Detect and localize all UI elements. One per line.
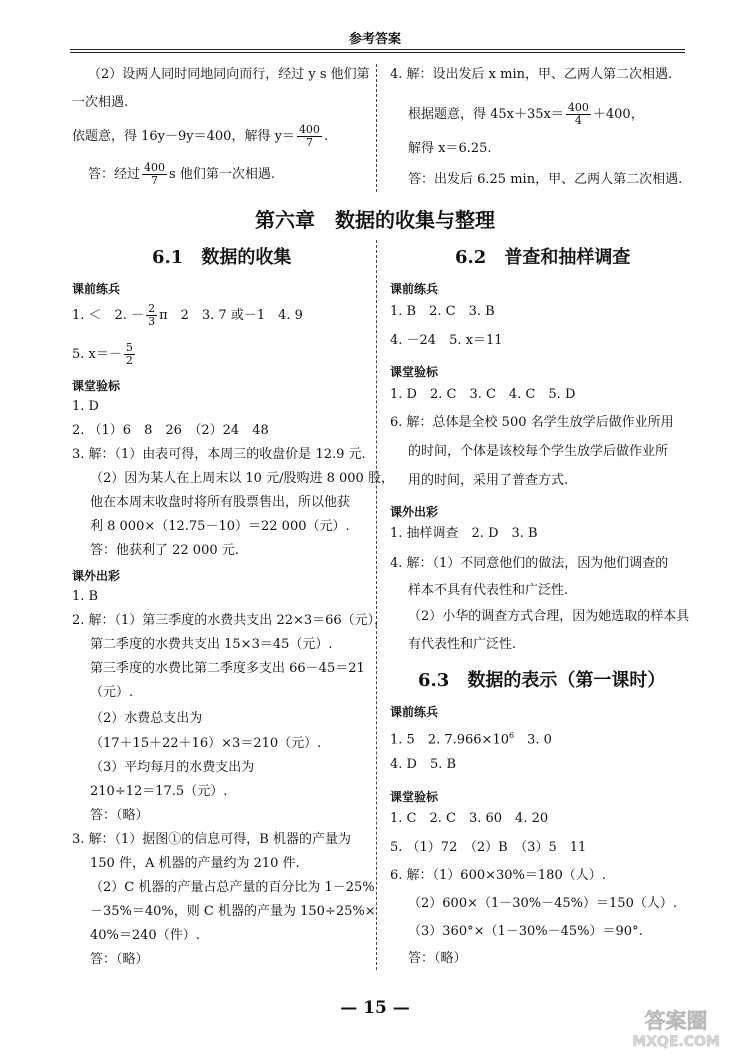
answer-line: （17＋15＋22＋16）×3＝210（元）. bbox=[90, 736, 322, 751]
answer-line: 1. C 2. C 3. 60 4. 20 bbox=[390, 811, 549, 826]
answer-line: 答：（略） bbox=[90, 808, 149, 823]
answer-line: （元）. bbox=[90, 685, 134, 700]
text-line: 4. 解：设出发后 x min，甲、乙两人第二次相遇. bbox=[390, 67, 673, 82]
subsection-label: 课外出彩 bbox=[390, 505, 439, 519]
answer-line: 1. D bbox=[72, 399, 99, 414]
svg-text:MXQE.COM: MXQE.COM bbox=[632, 1034, 720, 1050]
answer-line: 第二季度的水费共支出 15×3＝45（元）. bbox=[90, 637, 333, 652]
svg-text:答案圈: 答案圈 bbox=[644, 1009, 708, 1033]
section-title: 6.2 普查和抽样调查 bbox=[455, 247, 631, 268]
answer-line: （3）平均每月的水费支出为 bbox=[90, 760, 255, 775]
answer-line: 有代表性和广泛性. bbox=[408, 637, 517, 652]
answer-line: 1. B 2. C 3. B bbox=[390, 304, 495, 319]
answer-line: 他在本周末收盘时将所有股票售出，所以他获 bbox=[90, 495, 351, 510]
text-line: 一次相遇. bbox=[72, 95, 129, 110]
column-divider bbox=[376, 240, 377, 970]
answer-line: 答：经过 $\frac{400}{7}$ s 他们第一次相遇. bbox=[88, 161, 275, 187]
answer-line: （2）因为某人在上周末以 10 元/股购进 8 000 股， bbox=[90, 471, 394, 486]
text-line: （2）设两人同时同地同向而行，经过 y s 他们第 bbox=[88, 67, 370, 82]
subsection-label: 课前练兵 bbox=[72, 282, 121, 296]
answer-line: 用的时间，采用了普查方式. bbox=[408, 473, 569, 488]
answer-line: 利 8 000×（12.75－10）＝22 000（元）. bbox=[90, 519, 350, 534]
answer-line: 5. （1）72 （2）B （3）5 11 bbox=[390, 840, 587, 855]
subsection-label: 课堂验标 bbox=[390, 365, 439, 379]
answer-line: （2）600×（1－30%－45%）＝150（人）. bbox=[408, 896, 677, 911]
answer-line: 4. D 5. B bbox=[390, 757, 457, 772]
answer-line: 1. B bbox=[72, 589, 99, 604]
page-number: — 15 — bbox=[340, 998, 410, 1018]
answer-line: 5. x＝－ $\frac{5}{2}$ bbox=[72, 341, 133, 367]
header-rule bbox=[70, 49, 685, 50]
section-title: 6.1 数据的收集 bbox=[152, 247, 292, 268]
column-divider bbox=[376, 64, 377, 192]
answer-line: 6. 解：总体是全校 500 名学生放学后做作业所用 bbox=[390, 415, 674, 430]
answer-line: 4. －24 5. x＝11 bbox=[390, 333, 503, 348]
subsection-label: 课堂验标 bbox=[72, 379, 121, 393]
answer-line: 40%＝240（件）. bbox=[90, 928, 200, 943]
answer-line: 答：他获利了 22 000 元. bbox=[90, 543, 239, 558]
subsection-label: 课前练兵 bbox=[390, 282, 439, 296]
watermark-logo bbox=[612, 1006, 740, 1050]
answer-line: 3. 解：（1）由表可得，本周三的收盘价是 12.9 元. bbox=[72, 447, 366, 462]
answer-line: 1. 抽样调查 2. D 3. B bbox=[390, 526, 538, 541]
answer-line: 6. 解：（1）600×30%＝180（人）. bbox=[390, 868, 606, 883]
answer-line: （2）C 机器的产量占总产量的百分比为 1－25% bbox=[90, 880, 375, 895]
subsection-label: 课前练兵 bbox=[390, 705, 439, 719]
text-line: 答：出发后 6.25 min，甲、乙两人第二次相遇. bbox=[408, 172, 683, 187]
answer-line: 1. 5 2. $7.966\times 10^6$ 3. 0 bbox=[390, 731, 552, 748]
answer-line: 1. D 2. C 3. C 4. C 5. D bbox=[390, 387, 576, 402]
answer-line: （3）360°×（1－30%－45%）＝90°. bbox=[408, 924, 643, 939]
answer-line: 4. 解：（1）不同意他们的做法，因为他们调查的 bbox=[390, 556, 669, 571]
page-header: 参考答案 bbox=[348, 32, 401, 47]
answer-line: 2. 解：（1）第三季度的水费共支出 22×3＝66（元）， bbox=[72, 613, 388, 628]
answer-line: （2）水费总支出为 bbox=[90, 711, 203, 726]
subsection-label: 课堂验标 bbox=[390, 790, 439, 804]
answer-line: 150 件，A 机器的产量约为 210 件. bbox=[90, 856, 300, 871]
equation-line: 依题意，得 16y－9y＝400，解得 y＝ $\frac{400}{7}$ . bbox=[72, 123, 329, 149]
answer-line: 3. 解：（1）据图①的信息可得，B 机器的产量为 bbox=[72, 832, 351, 847]
answer-line: －35%＝40%，则 C 机器的产量为 150÷25%× bbox=[90, 904, 376, 919]
chapter-title: 第六章 数据的收集与整理 bbox=[255, 208, 495, 232]
subsection-label: 课外出彩 bbox=[72, 569, 121, 583]
header-rule-2 bbox=[70, 52, 685, 53]
answer-line: 样本不具有代表性和广泛性. bbox=[408, 583, 569, 598]
answer-line: 1. ＜ 2. － $\frac{2}{3}$ π 2 3. 7 或－1 4. 9 bbox=[72, 302, 303, 328]
answer-line: 的时间，个体是该校每个学生放学后做作业所 bbox=[408, 444, 669, 459]
answer-line: 210÷12＝17.5（元）. bbox=[90, 784, 228, 799]
equation-line: 根据题意，得 45x＋35x＝ $\frac{400}{4}$ ＋400， bbox=[408, 101, 644, 127]
answer-line: 答：（略） bbox=[408, 951, 467, 966]
answer-line: 2. （1）6 8 26 （2）24 48 bbox=[72, 423, 269, 438]
answer-line: 答：（略） bbox=[90, 952, 149, 967]
section-title: 6.3 数据的表示（第一课时） bbox=[418, 670, 666, 691]
text-line: 解得 x＝6.25. bbox=[408, 141, 492, 156]
answer-line: （2）小华的调查方式合理，因为她选取的样本具 bbox=[408, 609, 690, 624]
answer-line: 第三季度的水费比第二季度多支出 66－45＝21 bbox=[90, 661, 365, 676]
